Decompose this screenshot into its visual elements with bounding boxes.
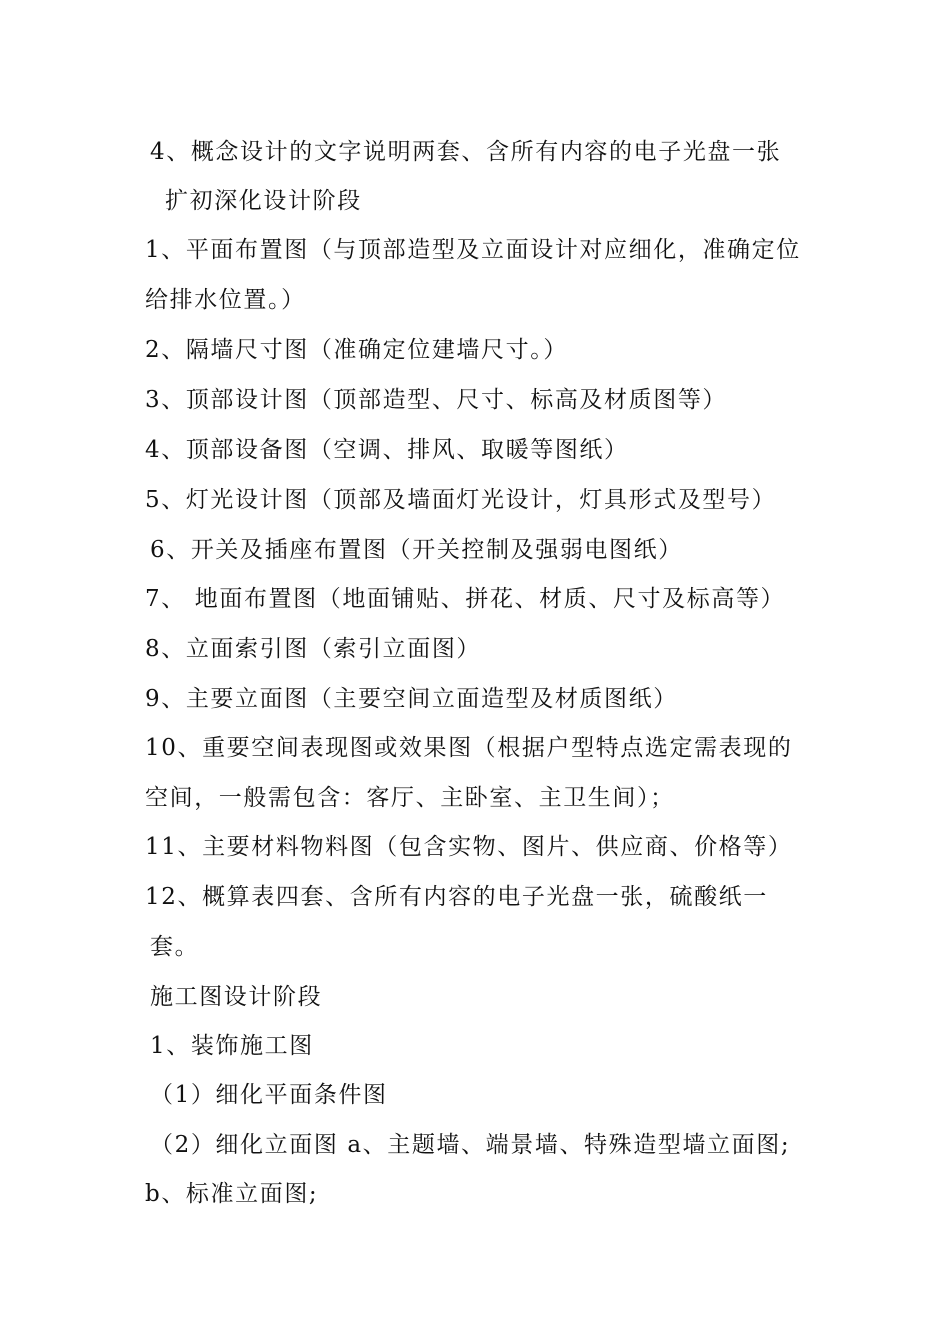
text-line-item-5: 5、灯光设计图（顶部及墙面灯光设计，灯具形式及型号） [145, 487, 777, 513]
text-line-item-3: 3、顶部设计图（顶部造型、尺寸、标高及材质图等） [145, 387, 728, 413]
text-line-item-1-cont: 给排水位置。） [145, 287, 306, 313]
text-line-concept-item-4: 4、概念设计的文字说明两套、含所有内容的电子光盘一张 [150, 139, 782, 165]
text-line-subitem-2-b: b、标准立面图; [145, 1181, 319, 1207]
text-line-item-10: 10、重要空间表现图或效果图（根据户型特点选定需表现的 [145, 735, 793, 761]
text-line-subitem-2: （2）细化立面图 a、主题墙、端景墙、特殊造型墙立面图; [150, 1132, 791, 1158]
text-line-item-7: 7、 地面布置图（地面铺贴、拼花、材质、尺寸及标高等） [145, 586, 786, 612]
text-line-decoration-drawings: 1、装饰施工图 [150, 1033, 314, 1059]
text-line-item-1: 1、平面布置图（与顶部造型及立面设计对应细化，准确定位 [145, 237, 801, 263]
text-line-subitem-1: （1）细化平面条件图 [150, 1082, 388, 1108]
text-line-item-10-cont: 空间，一般需包含：客厅、主卧室、主卫生间）； [145, 785, 675, 811]
text-line-item-11: 11、主要材料物料图（包含实物、图片、供应商、价格等） [145, 834, 793, 860]
section-heading-construction-design: 施工图设计阶段 [150, 984, 323, 1010]
text-line-item-12: 12、概算表四套、含所有内容的电子光盘一张，硫酸纸一 [145, 884, 768, 910]
text-line-item-8: 8、立面索引图（索引立面图） [145, 636, 482, 662]
text-line-item-4: 4、顶部设备图（空调、排风、取暖等图纸） [145, 437, 629, 463]
text-line-item-6: 6、开关及插座布置图（开关控制及强弱电图纸） [150, 537, 683, 563]
text-line-item-12-cont: 套。 [150, 934, 200, 960]
text-line-item-2: 2、隔墙尺寸图（准确定位建墙尺寸。） [145, 337, 568, 363]
section-heading-preliminary-design: 扩初深化设计阶段 [165, 188, 362, 214]
text-line-item-9: 9、主要立面图（主要空间立面造型及材质图纸） [145, 686, 678, 712]
